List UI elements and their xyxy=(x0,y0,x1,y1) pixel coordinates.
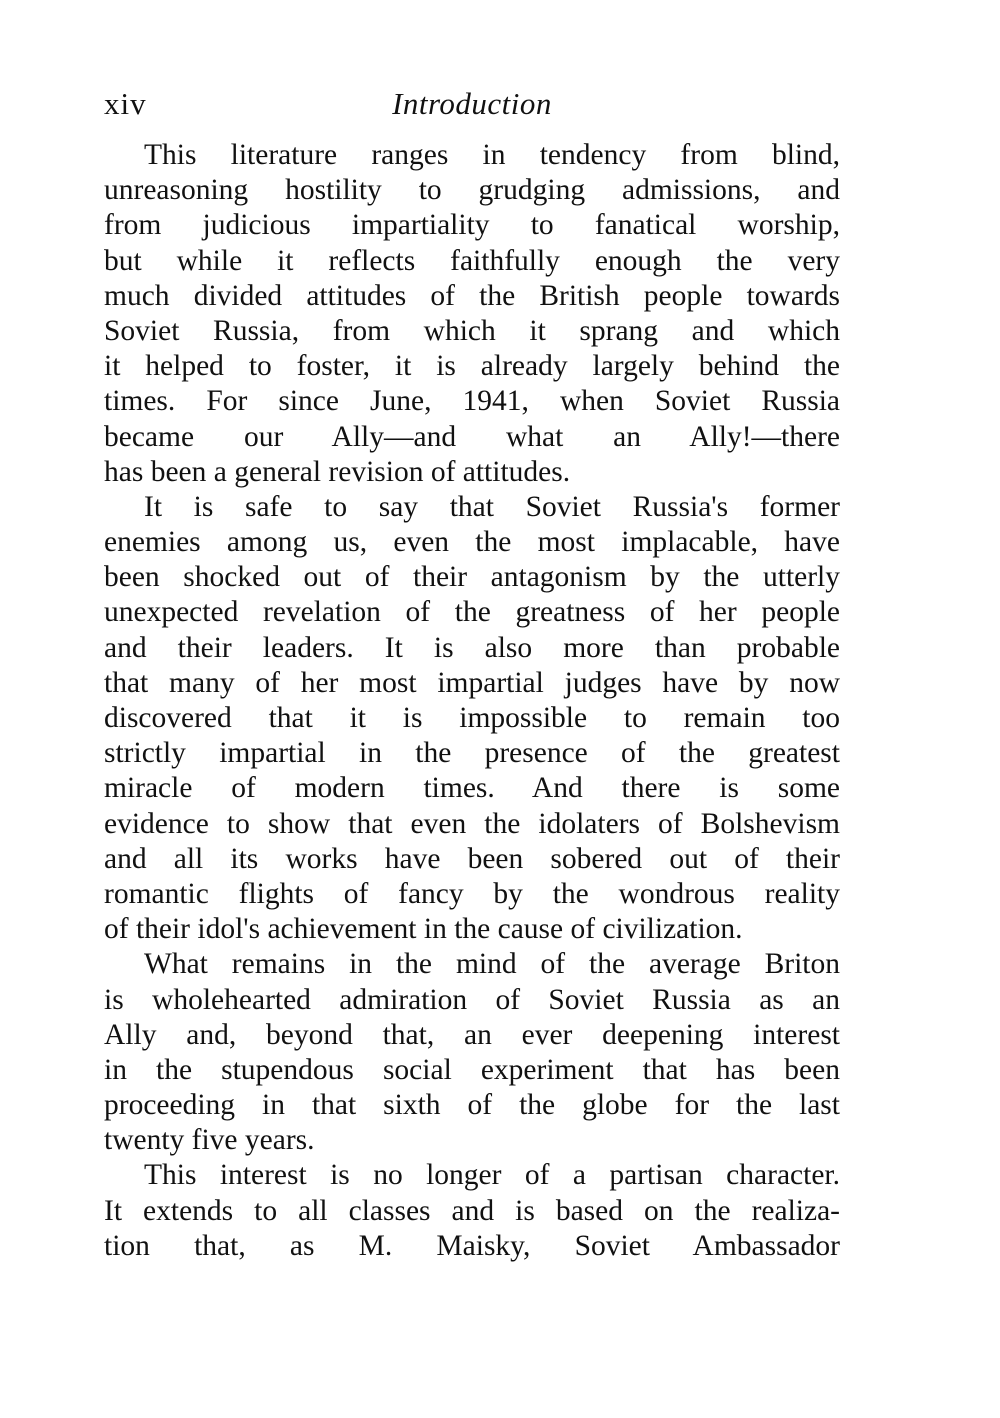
paragraph-1 xyxy=(104,138,840,490)
text-line: unexpected revelation of the greatness of her people xyxy=(104,596,840,629)
text-line: it helped to foster, it is already largely behind the xyxy=(104,350,840,383)
text-line: unreasoning hostility to grudging admissions, and xyxy=(104,174,840,207)
running-head-title: Introduction xyxy=(392,86,552,121)
text-line: discovered that it is impossible to remain too xyxy=(104,702,840,734)
text-line: and their leaders. It is also more than probable xyxy=(104,631,840,664)
text-line: miracle of modern times. And there is some xyxy=(104,772,840,805)
text-line: Ally and, beyond that, an ever deepening interest xyxy=(104,1018,840,1051)
text-line: enemies among us, even the most implacable, have xyxy=(104,526,840,559)
text-line: of their idol's achievement in the cause of civilization. xyxy=(104,913,743,946)
text-line: has been a general revision of attitudes. xyxy=(104,455,571,488)
text-line: from judicious impartiality to fanatical worship, xyxy=(104,209,840,242)
text-line: but while it reflects faithfully enough the very xyxy=(104,244,840,277)
text-line: What remains in the mind of the average Briton xyxy=(144,948,840,981)
text-line: that many of her most impartial judges have by now xyxy=(104,666,840,699)
page-number: xiv xyxy=(104,86,147,121)
text-line: and all its works have been sobered out of their xyxy=(104,842,840,875)
text-line: This interest is no longer of a partisan character. xyxy=(144,1159,840,1192)
text-line: is wholehearted admiration of Soviet Russia as an xyxy=(104,983,840,1016)
text-line: It is safe to say that Soviet Russia's former xyxy=(144,490,840,523)
text-line: been shocked out of their antagonism by the utterly xyxy=(104,561,840,594)
text-line: became our Ally—and what an Ally!—there xyxy=(104,420,840,453)
text-line: evidence to show that even the idolaters of Bolshevism xyxy=(104,807,840,840)
body-text xyxy=(104,138,840,1264)
text-line: twenty five years. xyxy=(104,1124,315,1157)
text-line: times. For since June, 1941, when Soviet Russia xyxy=(104,385,840,418)
paragraph-2 xyxy=(104,490,840,947)
text-line: in the stupendous social experiment that has been xyxy=(104,1053,840,1086)
running-head xyxy=(104,84,840,124)
text-line: This literature ranges in tendency from blind, xyxy=(144,139,840,171)
text-line: strictly impartial in the presence of the greatest xyxy=(104,737,840,770)
text-line: romantic flights of fancy by the wondrous reality xyxy=(104,877,840,910)
paragraph-4 xyxy=(104,1158,840,1264)
text-line: proceeding in that sixth of the globe for the last xyxy=(104,1089,840,1122)
text-line: tion that, as M. Maisky, Soviet Ambassador xyxy=(104,1229,840,1262)
text-line: much divided attitudes of the British people towards xyxy=(104,279,840,312)
paragraph-3 xyxy=(104,947,840,1158)
text-line: Soviet Russia, from which it sprang and which xyxy=(104,314,840,347)
text-line: It extends to all classes and is based on the realiza- xyxy=(104,1194,840,1227)
